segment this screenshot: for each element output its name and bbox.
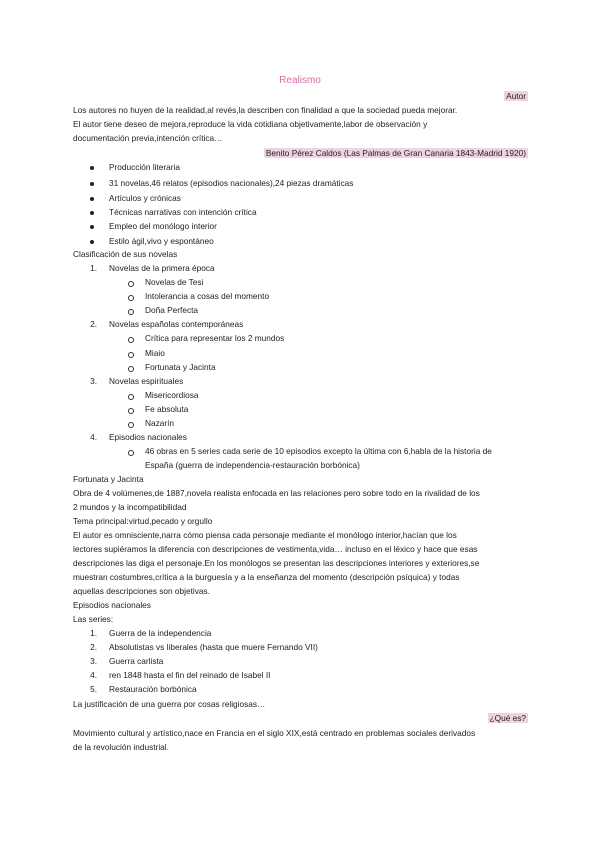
circle-bullet-icon — [128, 352, 134, 358]
definition-line-1: Movimiento cultural y artístico,nace en Francia en el siglo XIX,está centrado en problemas sociales derivados — [73, 728, 476, 738]
list-number: 2. — [90, 319, 97, 329]
paragraph-line: lectores supiéramos la diferencia con descripciones de vestimenta,vida… incluso en el léxico y hace que esas — [73, 544, 478, 554]
series-item: Restauración borbónica — [109, 684, 197, 694]
sub-item-continuation: España (guerra de independencia-restauración borbónica) — [145, 460, 360, 470]
bullet-item: Estilo ágil,vivo y espontáneo — [109, 236, 214, 246]
circle-bullet-icon — [128, 337, 134, 343]
fortunata-line-2: 2 mundos y la incompatibilidad — [73, 502, 187, 512]
bullet-icon — [90, 182, 94, 186]
paragraph-line: El autor es omnisciente,narra cómo piensa cada personaje mediante el monólogo interior,hacían que los — [73, 530, 457, 540]
circle-bullet-icon — [128, 394, 134, 400]
series-label: Las series: — [73, 614, 114, 624]
list-number: 3. — [90, 656, 97, 666]
circle-bullet-icon — [128, 281, 134, 287]
series-item: Guerra carlista — [109, 656, 164, 666]
group-label: Novelas de la primera época — [109, 263, 215, 273]
paragraph-line: descripciones las diga el personaje.En los monólogos se presentan las descripciones interiores y exteriores,se — [73, 558, 480, 568]
bullet-icon — [90, 197, 94, 201]
circle-bullet-icon — [128, 366, 134, 372]
definition-line-2: de la revolución industrial. — [73, 742, 169, 752]
sub-item: Intolerancia a cosas del momento — [145, 291, 270, 301]
circle-bullet-icon — [128, 422, 134, 428]
fortunata-line-1: Obra de 4 volúmenes,de 1887,novela realista enfocada en las relaciones pero sobre todo en la rivalidad de los — [73, 488, 480, 498]
list-number: 4. — [90, 432, 97, 442]
sub-item: Misericordiosa — [145, 390, 199, 400]
group-label: Novelas españolas contemporáneas — [109, 319, 244, 329]
list-number: 2. — [90, 642, 97, 652]
intro-line-3: documentación previa,intención crítica… — [73, 133, 223, 143]
paragraph-line: aquellas descripciones son objetivas. — [73, 586, 210, 596]
sub-item: Crítica para representar los 2 mundos — [145, 333, 285, 343]
circle-bullet-icon — [128, 295, 134, 301]
bullet-icon — [90, 240, 94, 244]
list-number: 1. — [90, 628, 97, 638]
bullet-icon — [90, 211, 94, 215]
circle-bullet-icon — [128, 309, 134, 315]
bullet-item: Artículos y crónicas — [109, 193, 181, 203]
list-number: 5. — [90, 684, 97, 694]
sub-item: Doña Perfecta — [145, 305, 199, 315]
justificacion-line: La justificación de una guerra por cosas religiosas… — [73, 699, 266, 709]
list-number: 3. — [90, 376, 97, 386]
bullet-icon — [90, 225, 94, 229]
episodios-heading: Episodios nacionales — [73, 600, 151, 610]
fortunata-heading: Fortunata y Jacinta — [73, 474, 144, 484]
bullet-item: 31 novelas,46 relatos (episodios nacionales),24 piezas dramáticas — [109, 178, 354, 188]
intro-line-2: El autor tiene deseo de mejora,reproduce la vida cotidiana objetivamente,labor de observación y — [73, 119, 428, 129]
sub-item: Miaio — [145, 348, 165, 358]
series-item: Guerra de la independencia — [109, 628, 212, 638]
list-number: 4. — [90, 670, 97, 680]
que-es-heading: ¿Qué es? — [489, 713, 526, 723]
bullet-item: Técnicas narrativas con intención crítica — [109, 207, 257, 217]
sub-item: Novelas de Tesi — [145, 277, 204, 287]
clasificacion-heading: Clasificación de sus novelas — [73, 249, 178, 259]
sub-item: Fe absoluta — [145, 404, 189, 414]
sub-item: Nazarín — [145, 418, 175, 428]
paragraph-line: muestran costumbres,crítica a la burguesía y a la enseñanza del momento (descripción psíquica) y todas — [73, 572, 460, 582]
bullet-item: Empleo del monólogo interior — [109, 221, 217, 231]
bullet-item: Producción literaria — [109, 162, 181, 172]
series-item: ren 1848 hasta el fin del reinado de Isabel II — [109, 670, 271, 680]
intro-line-1: Los autores no huyen de la realidad,al revés,la describen con finalidad a que la sociedad pueda mejorar. — [73, 105, 458, 115]
circle-bullet-icon — [128, 450, 134, 456]
tema-line: Tema principal:virtud,pecado y orgullo — [73, 516, 213, 526]
series-item: Absolutistas vs liberales (hasta que muere Fernando VII) — [109, 642, 318, 652]
page-title: Realismo — [279, 75, 321, 86]
autor-heading: Autor — [506, 91, 526, 101]
group-label: Episodios nacionales — [109, 432, 187, 442]
bullet-icon — [90, 166, 94, 170]
sub-item: Fortunata y Jacinta — [145, 362, 216, 372]
sub-item: 46 obras en 5 series cada serie de 10 episodios excepto la última con 6,habla de la historia de — [145, 446, 492, 456]
group-label: Novelas espirituales — [109, 376, 184, 386]
list-number: 1. — [90, 263, 97, 273]
circle-bullet-icon — [128, 408, 134, 414]
author-name: Benito Pérez Caldos (Las Palmas de Gran Canaria 1843-Madrid 1920) — [265, 148, 526, 158]
